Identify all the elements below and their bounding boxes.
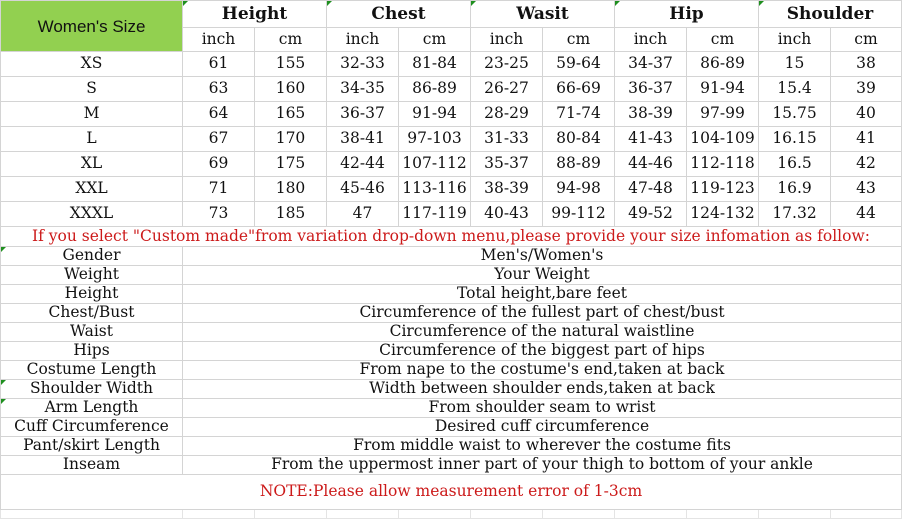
size-value-cell: 67: [183, 127, 255, 152]
size-value-cell: 16.5: [759, 152, 831, 177]
size-value-cell: 155: [255, 52, 327, 77]
size-value-cell: 38-39: [615, 102, 687, 127]
size-value-cell: 112-118: [687, 152, 759, 177]
size-value-cell: 38-39: [471, 177, 543, 202]
unit-label: inch: [183, 28, 255, 52]
size-value-cell: 47-48: [615, 177, 687, 202]
unit-label: cm: [543, 28, 615, 52]
unit-label: inch: [759, 28, 831, 52]
size-value-cell: 42: [831, 152, 902, 177]
size-label: XXL: [1, 177, 183, 202]
size-value-cell: 71: [183, 177, 255, 202]
empty-cell: [255, 510, 327, 519]
size-value-cell: 91-94: [399, 102, 471, 127]
womens-size-header: Women's Size: [1, 1, 183, 52]
size-value-cell: 185: [255, 202, 327, 227]
measurement-row: [1, 247, 902, 266]
measurement-description: Total height,bare feet: [183, 285, 902, 304]
size-value-cell: 175: [255, 152, 327, 177]
size-value-cell: 38-41: [327, 127, 399, 152]
empty-cell: [471, 510, 543, 519]
size-value-cell: 32-33: [327, 52, 399, 77]
height-header: Height: [183, 1, 327, 28]
measurement-row: [1, 456, 902, 475]
empty-cell: [687, 510, 759, 519]
size-value-cell: 81-84: [399, 52, 471, 77]
measurement-description: Circumference of the natural waistline: [183, 323, 902, 342]
size-value-cell: 35-37: [471, 152, 543, 177]
size-value-cell: 38: [831, 52, 902, 77]
shoulder-header: Shoulder: [759, 1, 902, 28]
custom-made-notice: If you select "Custom made"from variation drop-down menu,please provide your size infomation as follow:: [1, 227, 902, 247]
measurement-row: [1, 437, 902, 456]
measurement-label: Shoulder Width: [1, 380, 183, 399]
waist-header: Wasit: [471, 1, 615, 28]
size-value-cell: 165: [255, 102, 327, 127]
size-value-cell: 59-64: [543, 52, 615, 77]
size-value-cell: 91-94: [687, 77, 759, 102]
unit-label: inch: [327, 28, 399, 52]
size-value-cell: 42-44: [327, 152, 399, 177]
measurement-row: [1, 323, 902, 342]
size-value-cell: 180: [255, 177, 327, 202]
unit-label: cm: [687, 28, 759, 52]
size-value-cell: 17.32: [759, 202, 831, 227]
size-value-cell: 40-43: [471, 202, 543, 227]
size-row: [1, 52, 902, 77]
measurement-label: Gender: [1, 247, 183, 266]
size-value-cell: 86-89: [687, 52, 759, 77]
measurement-description: From middle waist to wherever the costume fits: [183, 437, 902, 456]
size-label: XXXL: [1, 202, 183, 227]
size-row: [1, 177, 902, 202]
size-value-cell: 16.15: [759, 127, 831, 152]
empty-cell: [543, 510, 615, 519]
size-value-cell: 64: [183, 102, 255, 127]
empty-cell: [615, 510, 687, 519]
size-row: [1, 152, 902, 177]
size-value-cell: 31-33: [471, 127, 543, 152]
size-value-cell: 66-69: [543, 77, 615, 102]
size-value-cell: 61: [183, 52, 255, 77]
size-value-cell: 119-123: [687, 177, 759, 202]
empty-cell: [1, 510, 183, 519]
size-row: [1, 77, 902, 102]
size-value-cell: 15: [759, 52, 831, 77]
size-value-cell: 34-35: [327, 77, 399, 102]
measurement-description: Your Weight: [183, 266, 902, 285]
measurement-row: [1, 304, 902, 323]
size-value-cell: 124-132: [687, 202, 759, 227]
empty-cell: [327, 510, 399, 519]
size-value-cell: 86-89: [399, 77, 471, 102]
group-header-row: [1, 1, 902, 28]
unit-label: cm: [399, 28, 471, 52]
empty-cell: [759, 510, 831, 519]
size-label: M: [1, 102, 183, 127]
measurement-description: Circumference of the fullest part of chest/bust: [183, 304, 902, 323]
size-value-cell: 97-103: [399, 127, 471, 152]
measurement-label: Chest/Bust: [1, 304, 183, 323]
unit-label: inch: [615, 28, 687, 52]
measurement-label: Height: [1, 285, 183, 304]
measurement-description: Width between shoulder ends,taken at back: [183, 380, 902, 399]
measurement-description: Desired cuff circumference: [183, 418, 902, 437]
size-value-cell: 113-116: [399, 177, 471, 202]
size-row: [1, 202, 902, 227]
size-value-cell: 71-74: [543, 102, 615, 127]
measurement-row: [1, 285, 902, 304]
size-value-cell: 88-89: [543, 152, 615, 177]
note-row: [1, 475, 902, 510]
size-value-cell: 39: [831, 77, 902, 102]
size-label: XL: [1, 152, 183, 177]
measurement-description: From nape to the costume's end,taken at back: [183, 361, 902, 380]
size-label: XS: [1, 52, 183, 77]
size-value-cell: 43: [831, 177, 902, 202]
size-label: S: [1, 77, 183, 102]
empty-cell: [399, 510, 471, 519]
size-value-cell: 73: [183, 202, 255, 227]
measurement-description: From shoulder seam to wrist: [183, 399, 902, 418]
measurement-error-note: NOTE:Please allow measurement error of 1-3cm: [1, 475, 902, 510]
unit-label: inch: [471, 28, 543, 52]
size-value-cell: 34-37: [615, 52, 687, 77]
measurement-label: Pant/skirt Length: [1, 437, 183, 456]
measurement-row: [1, 399, 902, 418]
size-value-cell: 63: [183, 77, 255, 102]
measurement-description: From the uppermost inner part of your thigh to bottom of your ankle: [183, 456, 902, 475]
measurement-row: [1, 361, 902, 380]
size-value-cell: 44-46: [615, 152, 687, 177]
size-row: [1, 102, 902, 127]
size-value-cell: 41-43: [615, 127, 687, 152]
size-value-cell: 97-99: [687, 102, 759, 127]
size-value-cell: 26-27: [471, 77, 543, 102]
size-row: [1, 127, 902, 152]
size-value-cell: 15.4: [759, 77, 831, 102]
size-value-cell: 80-84: [543, 127, 615, 152]
measurement-label: Waist: [1, 323, 183, 342]
size-value-cell: 69: [183, 152, 255, 177]
size-value-cell: 23-25: [471, 52, 543, 77]
size-value-cell: 15.75: [759, 102, 831, 127]
size-value-cell: 40: [831, 102, 902, 127]
size-value-cell: 44: [831, 202, 902, 227]
hip-header: Hip: [615, 1, 759, 28]
size-value-cell: 160: [255, 77, 327, 102]
size-value-cell: 99-112: [543, 202, 615, 227]
size-value-cell: 117-119: [399, 202, 471, 227]
size-value-cell: 45-46: [327, 177, 399, 202]
empty-cell: [183, 510, 255, 519]
size-value-cell: 94-98: [543, 177, 615, 202]
chest-header: Chest: [327, 1, 471, 28]
size-value-cell: 28-29: [471, 102, 543, 127]
size-value-cell: 36-37: [615, 77, 687, 102]
measurement-label: Inseam: [1, 456, 183, 475]
measurement-row: [1, 266, 902, 285]
measurement-label: Hips: [1, 342, 183, 361]
size-value-cell: 49-52: [615, 202, 687, 227]
measurement-label: Weight: [1, 266, 183, 285]
measurement-label: Cuff Circumference: [1, 418, 183, 437]
measurement-row: [1, 342, 902, 361]
unit-label: cm: [255, 28, 327, 52]
measurement-description: Circumference of the biggest part of hips: [183, 342, 902, 361]
size-value-cell: 107-112: [399, 152, 471, 177]
measurement-label: Costume Length: [1, 361, 183, 380]
measurement-description: Men's/Women's: [183, 247, 902, 266]
size-value-cell: 104-109: [687, 127, 759, 152]
empty-grid-row: [1, 510, 902, 519]
custom-notice-row: [1, 227, 902, 247]
size-value-cell: 47: [327, 202, 399, 227]
measurement-row: [1, 418, 902, 437]
unit-label: cm: [831, 28, 902, 52]
size-value-cell: 170: [255, 127, 327, 152]
empty-cell: [831, 510, 902, 519]
measurement-label: Arm Length: [1, 399, 183, 418]
size-label: L: [1, 127, 183, 152]
measurement-row: [1, 380, 902, 399]
size-value-cell: 41: [831, 127, 902, 152]
size-value-cell: 16.9: [759, 177, 831, 202]
size-value-cell: 36-37: [327, 102, 399, 127]
